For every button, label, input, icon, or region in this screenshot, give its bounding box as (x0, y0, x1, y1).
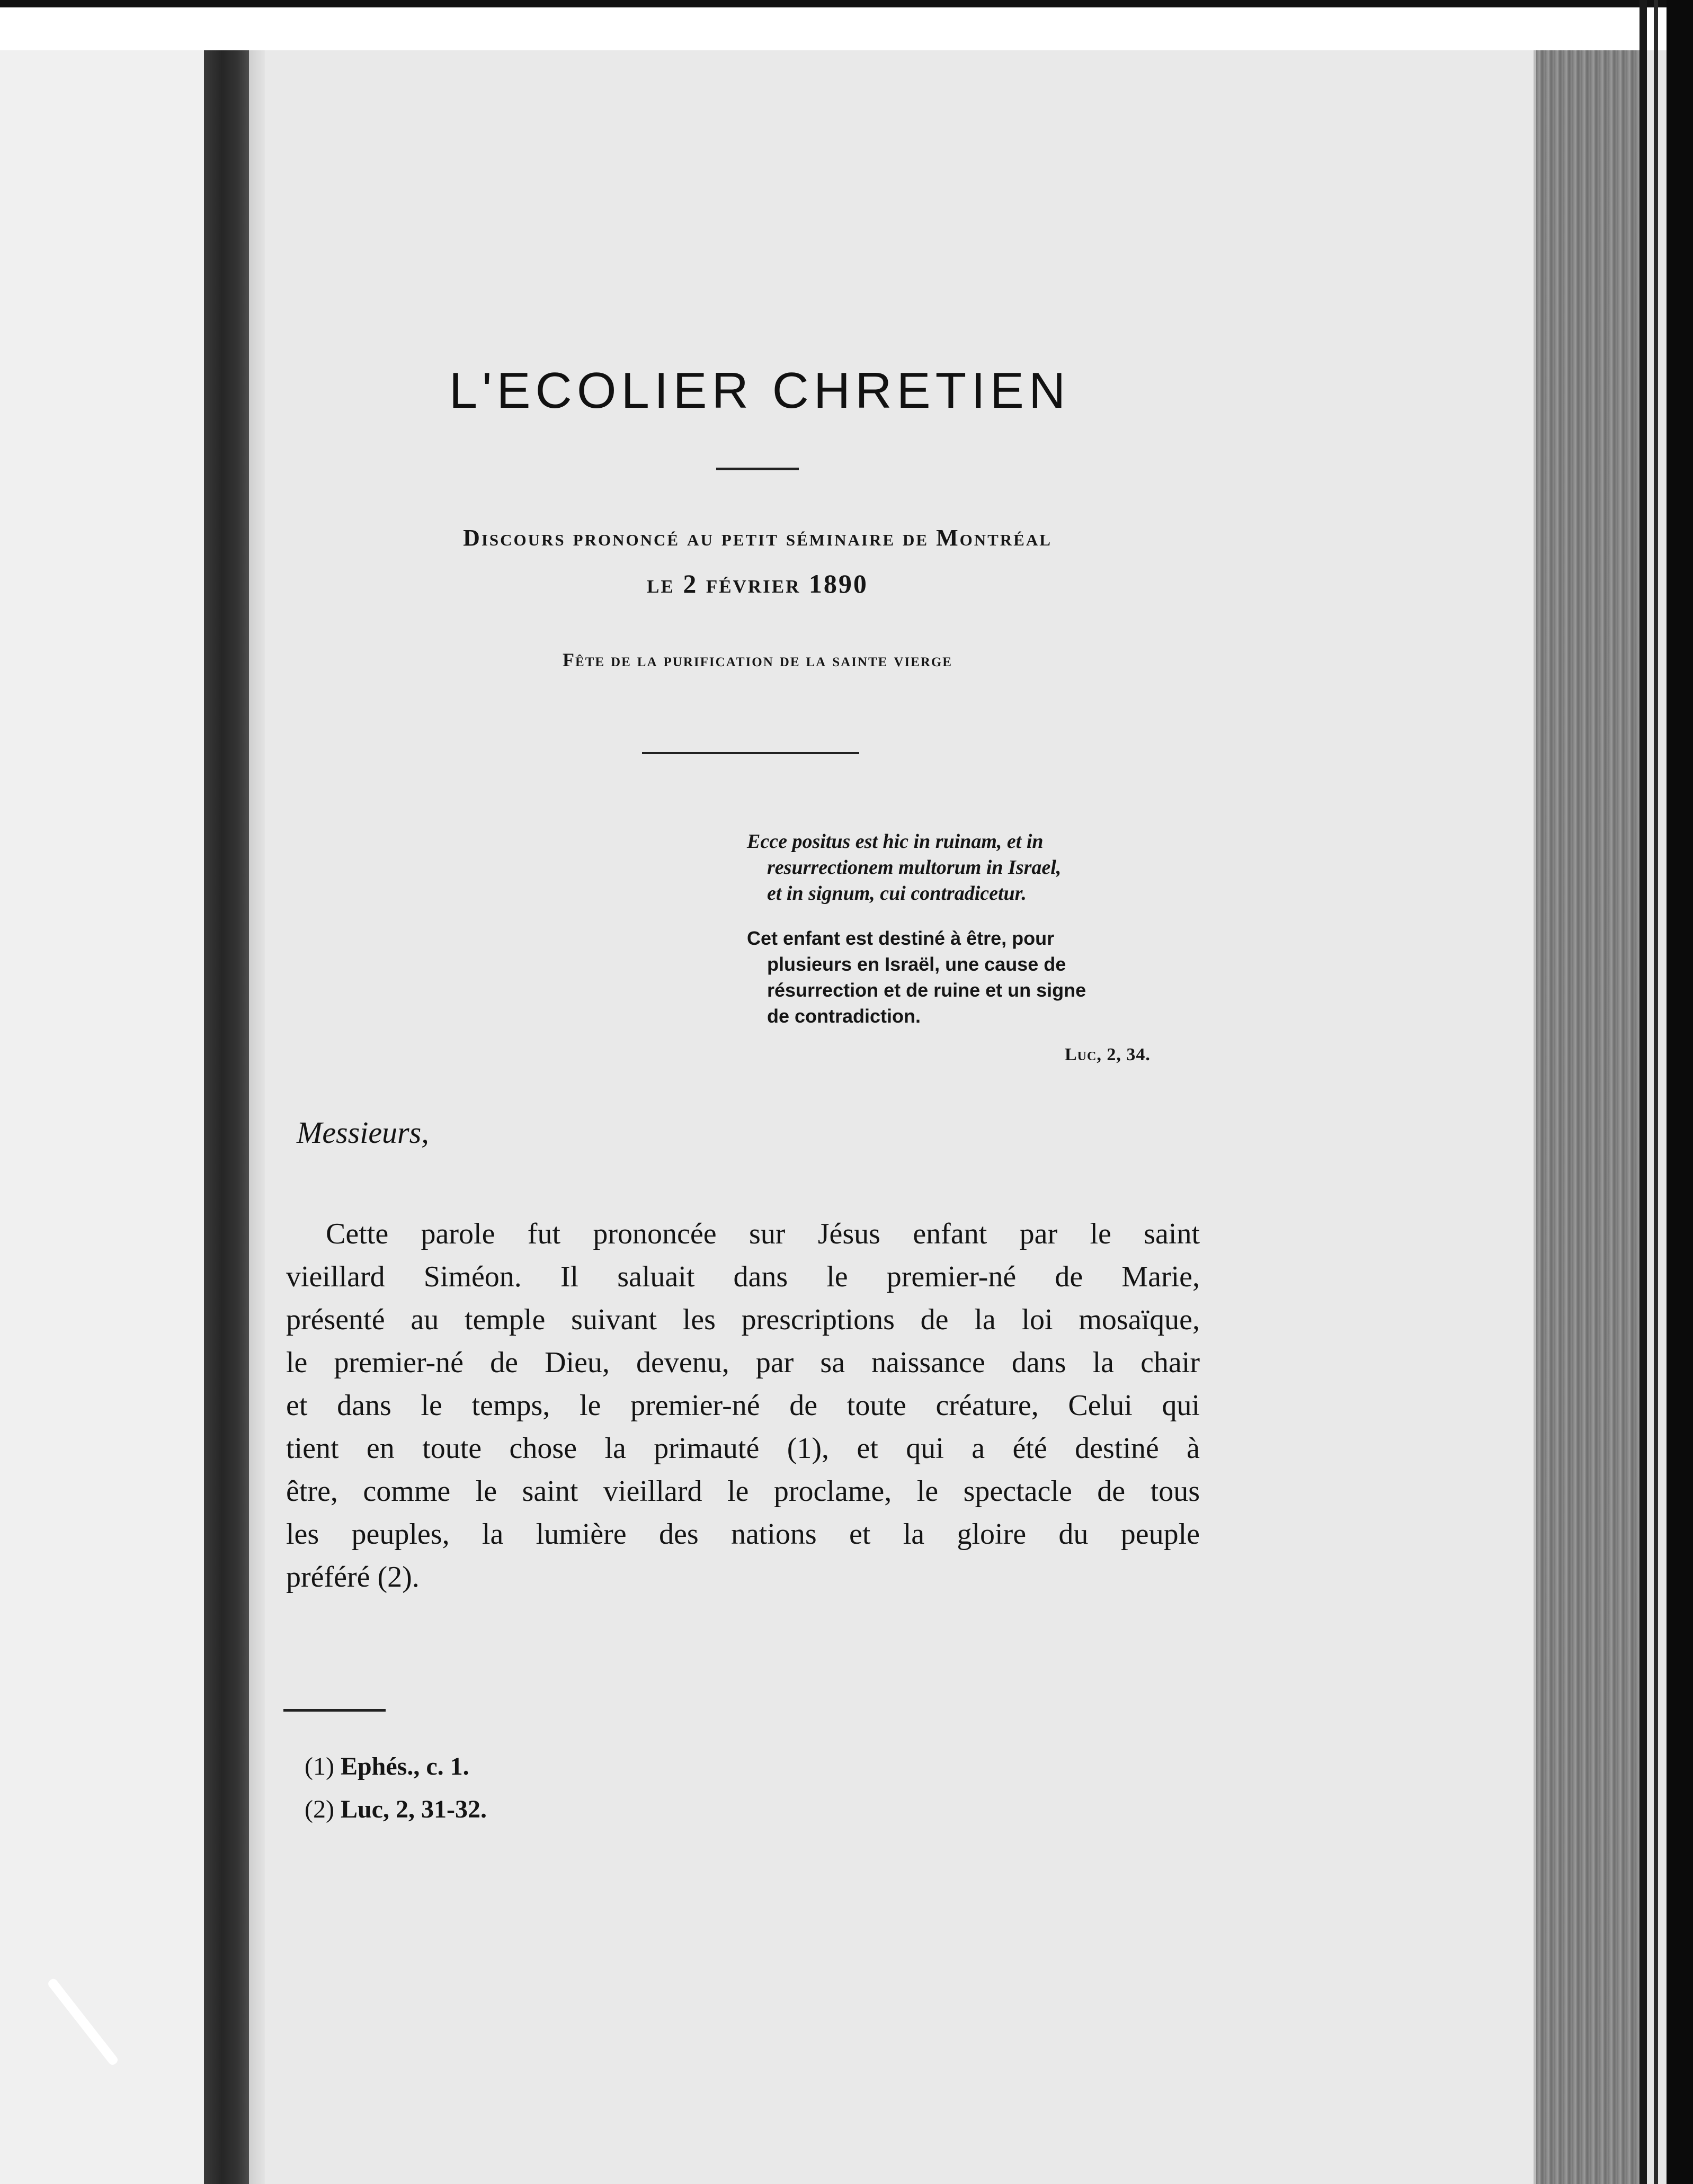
subtitle-line-1: Discours prononcé au petit séminaire de Montréal (463, 525, 1052, 551)
body-line: tient en toute chose la primauté (1), et qui a été destiné à (286, 1432, 1200, 1465)
epigraph-french-line: de contradiction. (767, 1005, 921, 1027)
epigraph-latin-line: et in signum, cui contradicetur. (767, 882, 1027, 905)
body-line: préféré (2). (286, 1561, 420, 1594)
body-line: vieillard Siméon. Il saluait dans le premier-né de Marie, (286, 1260, 1200, 1293)
epigraph-latin (747, 829, 1213, 907)
title-rule (716, 468, 799, 470)
body-line: présenté au temple suivant les prescriptions de la loi mosaïque, (286, 1303, 1200, 1336)
footnote-number: (2) (305, 1795, 334, 1823)
footnote-number: (1) (305, 1752, 334, 1780)
body-line: le premier-né de Dieu, devenu, par sa naissance dans la chair (286, 1346, 1200, 1379)
body-line: Cette parole fut prononcée sur Jésus enfant par le saint (326, 1218, 1200, 1250)
scan-right-line (1639, 0, 1647, 2184)
body-line: être, comme le saint vieillard le proclame, le spectacle de tous (286, 1475, 1200, 1508)
scan-right-border (1667, 0, 1693, 2184)
epigraph-french (747, 925, 1213, 1029)
salutation: Messieurs, (297, 1115, 429, 1150)
scan-top-edge (0, 0, 1693, 7)
footnotes (305, 1745, 487, 1831)
body-line: et dans le temps, le premier-né de toute créature, Celui qui (286, 1389, 1200, 1422)
body-line: les peuples, la lumière des nations et la gloire du peuple (286, 1518, 1200, 1551)
scan-top-border (0, 0, 1693, 50)
footnote-item (305, 1745, 487, 1788)
page-title: L'ECOLIER CHRETIEN (449, 362, 1071, 419)
epigraph-latin-line: Ecce positus est hic in ruinam, et in (747, 830, 1044, 853)
page-stack-edge (1536, 50, 1639, 2184)
footnote-text: Luc, 2, 31-32. (340, 1795, 487, 1823)
subtitle-line-2: le 2 février 1890 (647, 569, 868, 598)
epigraph-french-line: Cet enfant est destiné à être, pour (747, 927, 1055, 949)
epigraph-french-line: résurrection et de ruine et un signe (767, 979, 1086, 1001)
body-paragraph (286, 1213, 1200, 1599)
subtitle-line-3: Fête de la purification de la sainte vierge (563, 649, 952, 670)
footnote-item (305, 1788, 487, 1831)
section-rule (642, 752, 859, 754)
epigraph-french-line: plusieurs en Israël, une cause de (767, 953, 1066, 975)
scan-right-line-inner (1654, 0, 1658, 2184)
epigraph-latin-line: resurrectionem multorum in Israel, (767, 856, 1062, 879)
footnote-rule (283, 1709, 386, 1712)
footnote-text: Ephés., c. 1. (340, 1752, 469, 1780)
epigraph-reference: Luc, 2, 34. (1065, 1045, 1151, 1064)
